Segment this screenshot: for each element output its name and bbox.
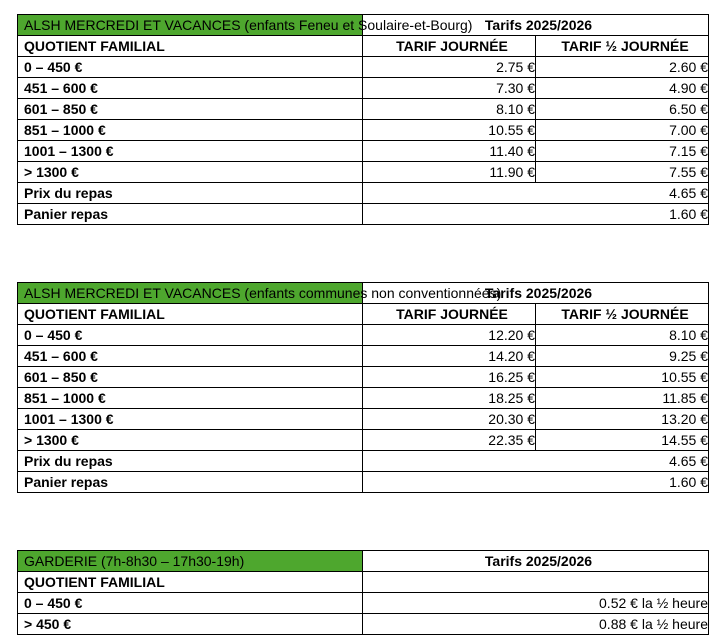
tarif-journee-cell: 10.55 € bbox=[363, 120, 536, 141]
tarif-journee-cell: 12.20 € bbox=[363, 325, 536, 346]
table-row bbox=[18, 472, 709, 493]
table-row bbox=[18, 614, 709, 635]
year-header: Tarifs 2025/2026 bbox=[363, 15, 709, 36]
quotient-cell: 851 – 1000 € bbox=[18, 388, 363, 409]
column-header-quotient: QUOTIENT FAMILIAL bbox=[18, 572, 363, 593]
tarif-table-feneu-soulaire bbox=[17, 14, 709, 225]
tarif-demi-journee-cell: 4.90 € bbox=[536, 78, 709, 99]
tarif-journee-cell: 16.25 € bbox=[363, 367, 536, 388]
column-header-demi-journee: TARIF ½ JOURNÉE bbox=[536, 304, 709, 325]
column-header-quotient: QUOTIENT FAMILIAL bbox=[18, 304, 363, 325]
quotient-cell: > 1300 € bbox=[18, 430, 363, 451]
table-row bbox=[18, 99, 709, 120]
tarif-demi-journee-cell: 6.50 € bbox=[536, 99, 709, 120]
table-title: GARDERIE (7h-8h30 – 17h30-19h) bbox=[18, 551, 363, 572]
table-row bbox=[18, 78, 709, 99]
tarif-demi-journee-cell: 2.60 € bbox=[536, 57, 709, 78]
year-header: Tarifs 2025/2026 bbox=[363, 551, 709, 572]
tarif-journee-cell: 11.40 € bbox=[363, 141, 536, 162]
table-row bbox=[18, 204, 709, 225]
tarif-demi-journee-cell: 14.55 € bbox=[536, 430, 709, 451]
tarif-table-garderie bbox=[17, 550, 709, 635]
quotient-cell: 601 – 850 € bbox=[18, 99, 363, 120]
tarif-demi-journee-cell: 13.20 € bbox=[536, 409, 709, 430]
table-row bbox=[18, 409, 709, 430]
tarif-journee-cell: 7.30 € bbox=[363, 78, 536, 99]
table-row bbox=[18, 593, 709, 614]
tarif-journee-cell: 8.10 € bbox=[363, 99, 536, 120]
quotient-cell: 1001 – 1300 € bbox=[18, 141, 363, 162]
tarif-demi-journee-cell: 9.25 € bbox=[536, 346, 709, 367]
repas-label: Prix du repas bbox=[18, 183, 363, 204]
quotient-cell: 451 – 600 € bbox=[18, 346, 363, 367]
table-row bbox=[18, 346, 709, 367]
table-row bbox=[18, 120, 709, 141]
tarif-journee-cell: 2.75 € bbox=[363, 57, 536, 78]
table-row bbox=[18, 367, 709, 388]
tarif-demi-journee-cell: 7.15 € bbox=[536, 141, 709, 162]
tarif-demi-journee-cell: 10.55 € bbox=[536, 367, 709, 388]
tarif-journee-cell: 18.25 € bbox=[363, 388, 536, 409]
repas-value: 4.65 € bbox=[363, 183, 709, 204]
table-row bbox=[18, 57, 709, 78]
tarif-journee-cell: 14.20 € bbox=[363, 346, 536, 367]
year-header: Tarifs 2025/2026 bbox=[363, 283, 709, 304]
panier-value: 1.60 € bbox=[363, 472, 709, 493]
repas-label: Prix du repas bbox=[18, 451, 363, 472]
table-row bbox=[18, 451, 709, 472]
quotient-cell: > 1300 € bbox=[18, 162, 363, 183]
tarif-table-non-conventionnees bbox=[17, 282, 709, 493]
tarif-demi-journee-cell: 8.10 € bbox=[536, 325, 709, 346]
table-row bbox=[18, 430, 709, 451]
quotient-cell: 0 – 450 € bbox=[18, 593, 363, 614]
table-row bbox=[18, 325, 709, 346]
table-title: ALSH MERCREDI ET VACANCES (enfants communes non conventionnées) bbox=[18, 283, 363, 304]
panier-label: Panier repas bbox=[18, 472, 363, 493]
quotient-cell: 1001 – 1300 € bbox=[18, 409, 363, 430]
panier-label: Panier repas bbox=[18, 204, 363, 225]
tarif-garderie-cell: 0.52 € la ½ heure bbox=[363, 593, 709, 614]
tarif-garderie-cell: 0.88 € la ½ heure bbox=[363, 614, 709, 635]
tarif-journee-cell: 11.90 € bbox=[363, 162, 536, 183]
empty-cell bbox=[363, 572, 709, 593]
tarif-journee-cell: 22.35 € bbox=[363, 430, 536, 451]
quotient-cell: 0 – 450 € bbox=[18, 325, 363, 346]
column-header-journee: TARIF JOURNÉE bbox=[363, 304, 536, 325]
repas-value: 4.65 € bbox=[363, 451, 709, 472]
quotient-cell: 451 – 600 € bbox=[18, 78, 363, 99]
tarif-journee-cell: 20.30 € bbox=[363, 409, 536, 430]
quotient-cell: 851 – 1000 € bbox=[18, 120, 363, 141]
table-row bbox=[18, 183, 709, 204]
panier-value: 1.60 € bbox=[363, 204, 709, 225]
column-header-journee: TARIF JOURNÉE bbox=[363, 36, 536, 57]
table-row bbox=[18, 141, 709, 162]
tarif-demi-journee-cell: 7.55 € bbox=[536, 162, 709, 183]
table-row bbox=[18, 388, 709, 409]
tarif-demi-journee-cell: 11.85 € bbox=[536, 388, 709, 409]
table-title: ALSH MERCREDI ET VACANCES (enfants Feneu et Soulaire-et-Bourg) bbox=[18, 15, 363, 36]
column-header-quotient: QUOTIENT FAMILIAL bbox=[18, 36, 363, 57]
quotient-cell: 601 – 850 € bbox=[18, 367, 363, 388]
quotient-cell: > 450 € bbox=[18, 614, 363, 635]
quotient-cell: 0 – 450 € bbox=[18, 57, 363, 78]
table-row bbox=[18, 162, 709, 183]
tarif-demi-journee-cell: 7.00 € bbox=[536, 120, 709, 141]
column-header-demi-journee: TARIF ½ JOURNÉE bbox=[536, 36, 709, 57]
